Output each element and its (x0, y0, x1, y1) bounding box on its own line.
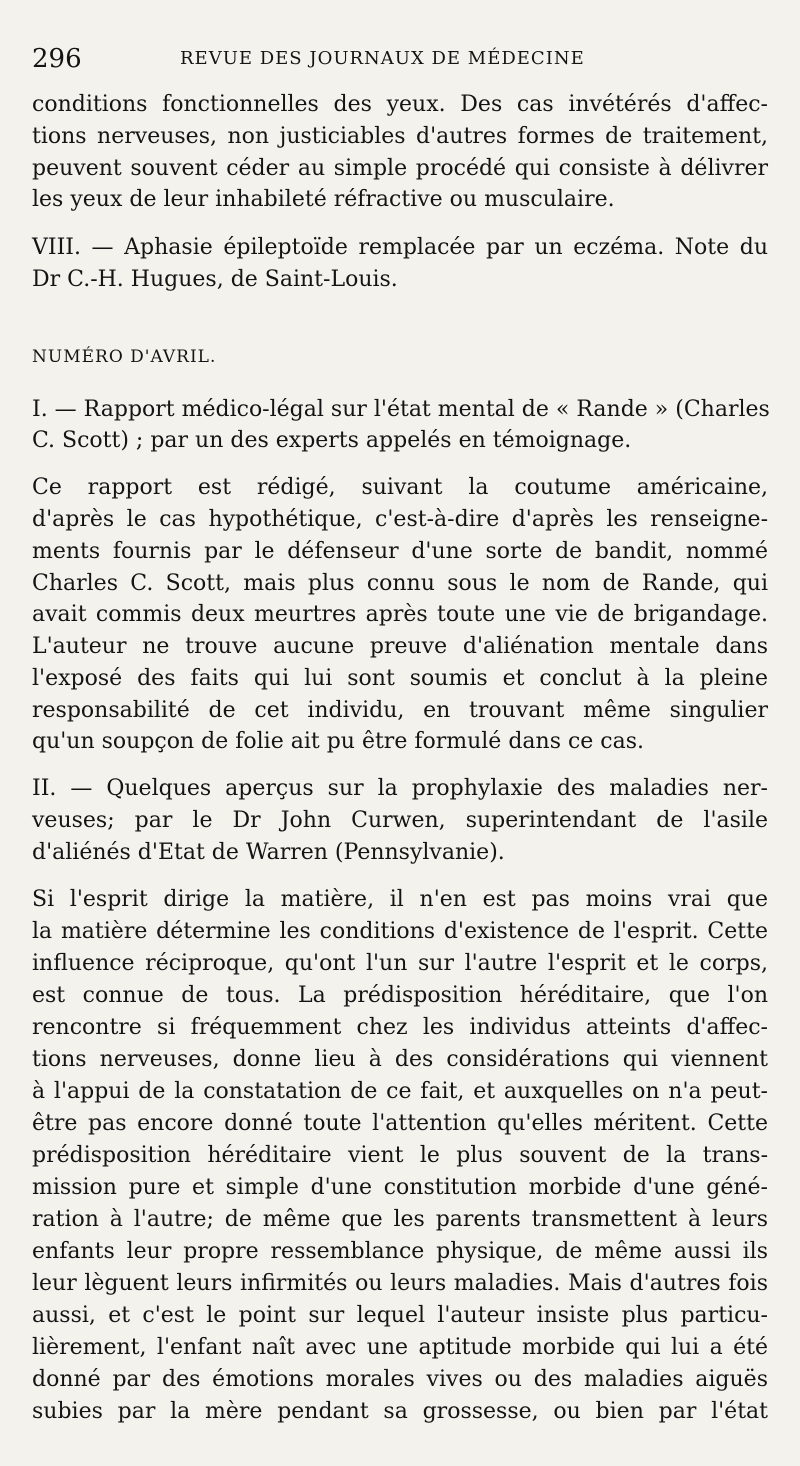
text-line: tions nerveuses, donne lieu à des considérations qui viennent (32, 1047, 768, 1072)
text-line: influence réciproque, qu'ont l'un sur l'autre l'esprit et le corps, (32, 951, 768, 976)
text-line: prédisposition héréditaire vient le plus souvent de la trans- (32, 1143, 768, 1168)
article-author-viii: Dr C.-H. Hugues, de Saint-Louis. (32, 267, 398, 292)
text-line: Charles C. Scott, mais plus connu sous le nom de Rande, qui (32, 571, 768, 596)
text-line: aussi, et c'est le point sur lequel l'auteur insiste plus particu- (32, 1303, 768, 1328)
page-header (32, 44, 768, 74)
text-line: lièrement, l'enfant naît avec une aptitude morbide qui lui a été (32, 1335, 768, 1360)
issue-subheading: NUMÉRO D'AVRIL. (32, 347, 217, 367)
text-line: tions nerveuses, non justiciables d'autres formes de traitement, (32, 124, 768, 149)
text-line: est connue de tous. La prédisposition héréditaire, que l'on (32, 983, 768, 1008)
text-line: peuvent souvent céder au simple procédé qui consiste à délivrer (32, 156, 768, 181)
text-line: conditions fonctionnelles des yeux. Des cas invétérés d'affec- (32, 92, 768, 117)
article-heading-viii: VIII. — Aphasie épileptoïde remplacée par un eczéma. Note du (32, 235, 768, 260)
text-line: avait commis deux meurtres après toute une vie de brigandage. (32, 602, 768, 627)
text-line: à l'appui de la constatation de ce fait, et auxquelles on n'a peut- (32, 1079, 768, 1104)
article-heading-i-cont: C. Scott) ; par un des experts appelés en témoignage. (32, 428, 632, 453)
text-line: enfants leur propre ressemblance physique, de même aussi ils (32, 1239, 768, 1264)
text-line: ments fournis par le défenseur d'une sorte de bandit, nommé (32, 539, 768, 564)
article-heading-ii-cont: veuses; par le Dr John Curwen, superintendant de l'asile (32, 808, 768, 833)
page-number: 296 (32, 44, 82, 74)
text-line: l'exposé des faits qui lui sont soumis et conclut à la pleine (32, 666, 768, 691)
text-line: qu'un soupçon de folie ait pu être formulé dans ce cas. (32, 729, 645, 754)
text-line: la matière détermine les conditions d'existence de l'esprit. Cette (32, 919, 768, 944)
text-line: donné par des émotions morales vives ou des maladies aiguës (32, 1367, 768, 1392)
article-heading-ii: II. — Quelques aperçus sur la prophylaxie des maladies ner- (32, 776, 768, 801)
text-line: leur lèguent leurs infirmités ou leurs maladies. Mais d'autres fois (32, 1271, 768, 1296)
text-line: mission pure et simple d'une constitution morbide d'une géné- (32, 1175, 768, 1200)
text-line: les yeux de leur inhabileté réfractive ou musculaire. (32, 187, 615, 212)
text-line: rencontre si fréquemment chez les individus atteints d'affec- (32, 1015, 768, 1040)
text-line: Ce rapport est rédigé, suivant la coutume américaine, (32, 475, 768, 500)
text-line: subies par la mère pendant sa grossesse, ou bien par l'état (32, 1399, 768, 1424)
text-line: d'après le cas hypothétique, c'est-à-dire d'après les renseigne- (32, 507, 768, 532)
text-line: ration à l'autre; de même que les parents transmettent à leurs (32, 1207, 768, 1232)
article-heading-ii-cont: d'aliénés d'Etat de Warren (Pennsylvanie). (32, 840, 505, 865)
running-title: REVUE DES JOURNAUX DE MÉDECINE (180, 48, 585, 69)
text-line: être pas encore donné toute l'attention qu'elles méritent. Cette (32, 1111, 768, 1136)
article-heading-i: I. — Rapport médico-légal sur l'état mental de « Rande » (Charles (32, 397, 770, 422)
text-line: L'auteur ne trouve aucune preuve d'aliénation mentale dans (32, 634, 768, 659)
text-line: responsabilité de cet individu, en trouvant même singulier (32, 698, 768, 723)
text-line: Si l'esprit dirige la matière, il n'en est pas moins vrai que (32, 887, 768, 912)
